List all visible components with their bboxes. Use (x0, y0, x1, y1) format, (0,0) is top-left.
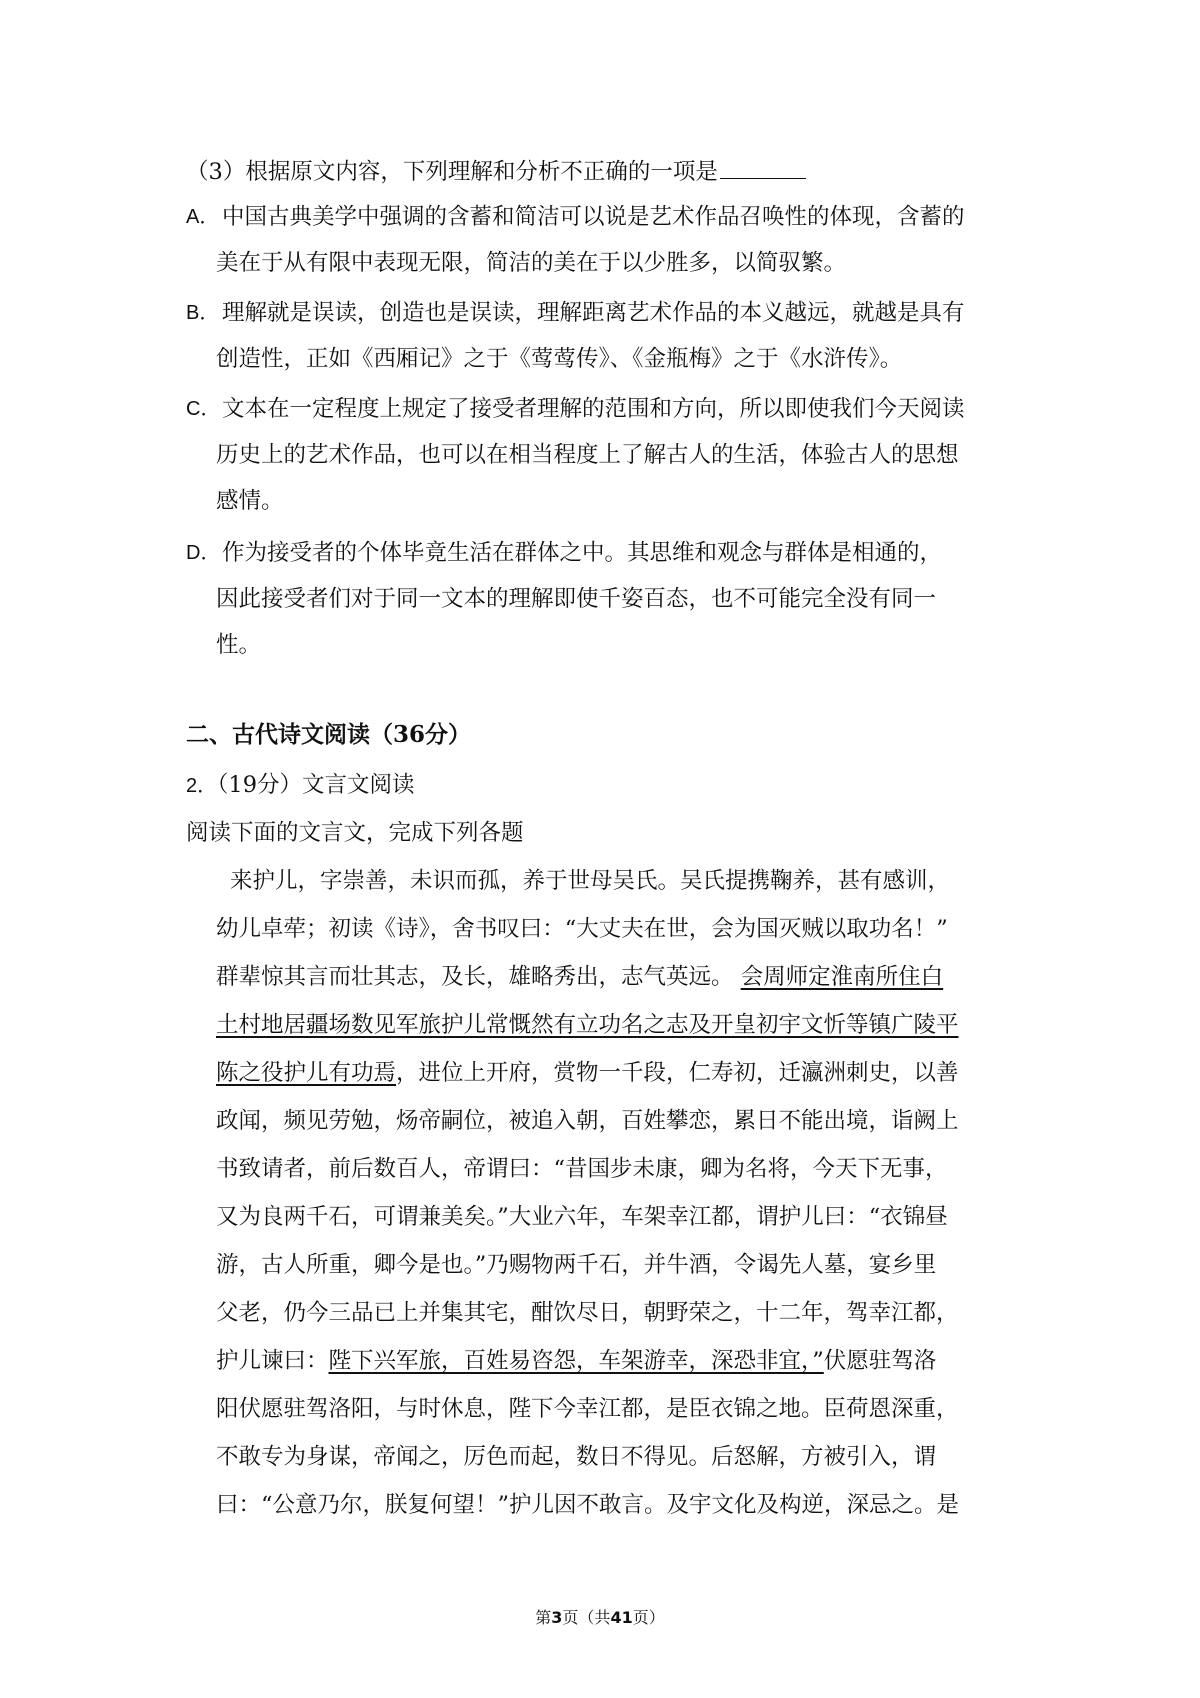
passage-line-14: 曰：“公意乃尔，朕复何望！”护儿因不敢言。及宇文化及构逆，深忌之。是 (216, 1492, 960, 1518)
footer-suffix: 页） (632, 1608, 665, 1627)
underlined-sentence-1-part-1: 会周师定淮南所住白 (740, 964, 944, 990)
question-2-header (186, 770, 415, 801)
page-footer (0, 1608, 1200, 1628)
footer-middle: 页（共 (562, 1608, 611, 1627)
option-c-line-2: 历史上的艺术作品，也可以在相当程度上了解古人的生活，体验古人的思想 (216, 442, 959, 468)
option-b-line-1: 理解就是误读，创造也是误读，理解距离艺术作品的本义越远，就越是具有 (222, 300, 965, 326)
passage-line-6: 政闻，频见劳勉，炀帝嗣位，被追入朝，百姓攀恋，累日不能出境，诣阙上 (216, 1108, 959, 1134)
passage-line-12: 阳伏愿驻驾洛阳，与时休息，陛下今幸江都，是臣衣锦之地。臣荷恩深重， (216, 1396, 959, 1422)
option-a-line-2: 美在于从有限中表现无限，简洁的美在于以少胜多，以简驭繁。 (216, 250, 847, 276)
passage-line-11-tail: 伏愿驻驾洛 (823, 1348, 937, 1374)
option-c-line-3: 感情。 (216, 488, 284, 514)
passage-line-8: 又为良两千石，可谓兼美矣。”大业六年，车架幸江都，谓护儿曰：“衣锦昼 (216, 1204, 948, 1230)
option-b-line-2: 创造性，正如《西厢记》之于《莺莺传》、《金瓶梅》之于《水浒传》。 (216, 346, 903, 372)
passage-line-5-text: ，进位上开府，赏物一千段，仁寿初，迁瀛洲刺史，以善 (396, 1060, 959, 1086)
passage-line-2: 幼儿卓荦；初读《诗》，舍书叹曰：“大丈夫在世，会为国灭贼以取功名！” (216, 916, 948, 942)
option-b-letter: B． (186, 302, 220, 324)
passage-line-3-text: 群辈惊其言而壮其志，及长，雄略秀出，志气英远。 (216, 964, 741, 990)
underlined-sentence-1-part-3: 陈之役护儿有功焉 (216, 1060, 397, 1086)
passage-line-13: 不敢专为身谋，帝闻之，厉色而起，数日不得见。后怒解，方被引入，谓 (216, 1444, 937, 1470)
option-d-letter: D． (186, 542, 221, 564)
question-3-text: （3）根据原文内容，下列理解和分析不正确的一项是 (186, 159, 718, 185)
footer-prefix: 第 (535, 1608, 552, 1627)
option-a-line-1: 中国古典美学中强调的含蓄和简洁可以说是艺术作品召唤性的体现，含蓄的 (222, 204, 965, 230)
question-3-stem (186, 156, 806, 187)
underlined-sentence-2: 陛下兴军旅，百姓易咨怨，车架游幸，深恐非宜，” (328, 1348, 824, 1374)
passage-line-11 (216, 1346, 936, 1376)
passage-line-11-text: 护儿谏曰： (216, 1348, 329, 1374)
passage-line-3 (216, 962, 943, 992)
question-2-title: （19分）文言文阅读 (217, 772, 415, 798)
section-heading: 二、古代诗文阅读（36分） (186, 721, 472, 748)
passage-line-1: 来护儿，字崇善，未识而孤，养于世母吴氏。吴氏提携鞠养，甚有感训， (230, 868, 951, 894)
answer-blank (720, 156, 806, 179)
option-c-line-1: 文本在一定程度上规定了接受者理解的范围和方向，所以即使我们今天阅读 (222, 396, 965, 422)
passage-line-7: 书致请者，前后数百人，帝谓曰：“昔国步未康，卿为名将，今天下无事， (216, 1156, 948, 1182)
option-d-line-1: 作为接受者的个体毕竟生活在群体之中。其思维和观念与群体是相通的， (222, 540, 943, 566)
option-c-letter: C． (186, 398, 221, 420)
passage-line-5 (216, 1058, 959, 1088)
question-2-number: 2． (186, 775, 218, 797)
footer-total-pages: 41 (610, 1608, 633, 1627)
passage-line-9: 游，古人所重，卿今是也。”乃赐物两千石，并牛酒，令谒先人墓，宴乡里 (216, 1252, 937, 1278)
option-d-line-3: 性。 (216, 632, 262, 658)
underlined-sentence-1-part-2: 土村地居疆场数见军旅护儿常慨然有立功名之志及开皇初宇文忻等镇广陵平 (216, 1012, 959, 1038)
passage-line-10: 父老，仍今三品已上并集其宅，酣饮尽日，朝野荣之，十二年，驾幸江都， (216, 1300, 959, 1326)
option-d-line-2: 因此接受者们对于同一文本的理解即使千姿百态，也不可能完全没有同一 (216, 586, 937, 612)
reading-instruction: 阅读下面的文言文，完成下列各题 (186, 820, 524, 846)
option-a-letter: A． (186, 206, 220, 228)
footer-page-number: 3 (551, 1608, 563, 1627)
